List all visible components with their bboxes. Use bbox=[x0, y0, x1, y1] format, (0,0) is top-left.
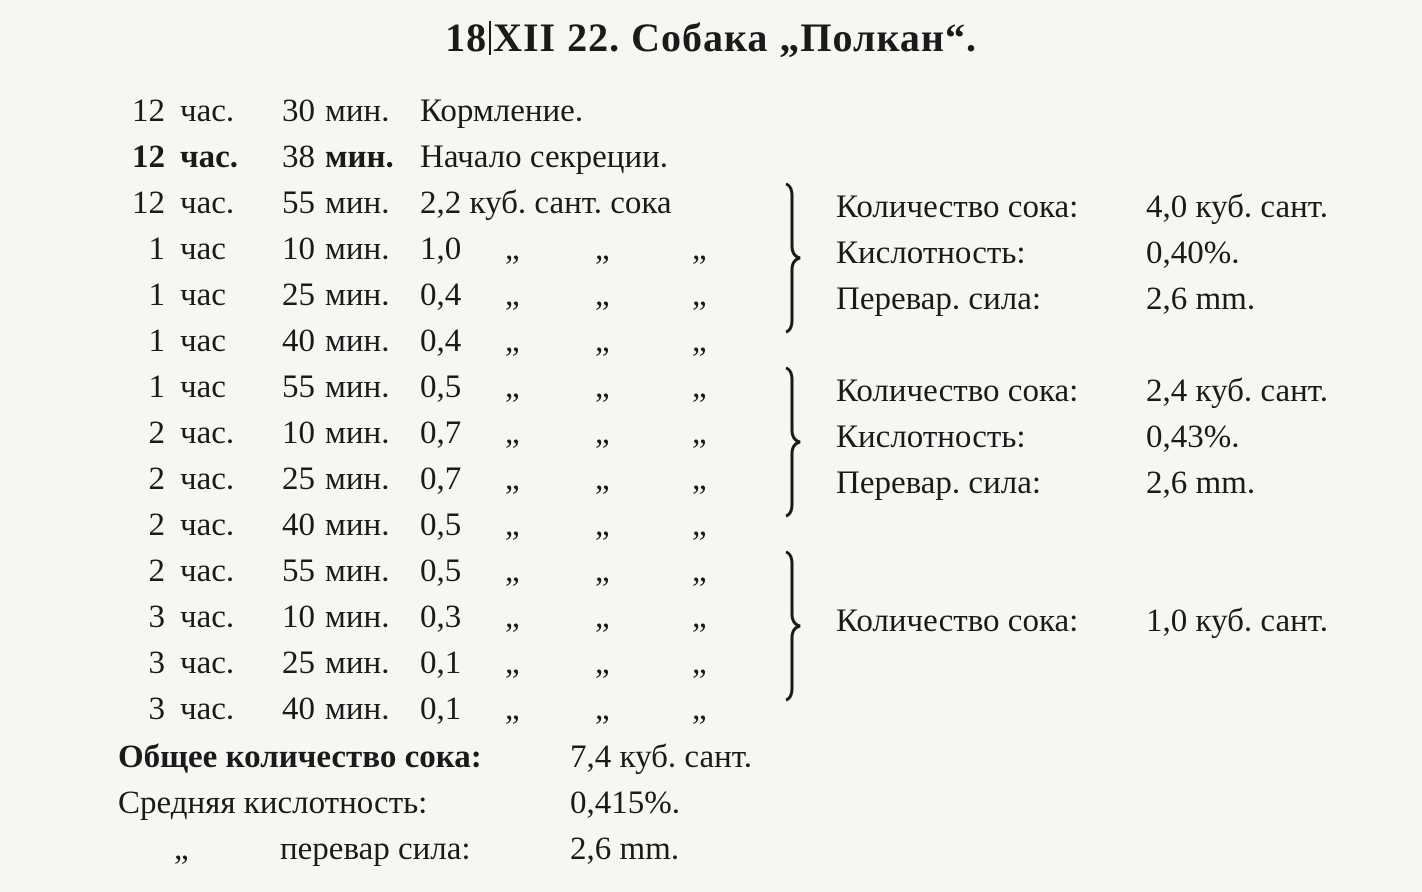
group-summary-1 bbox=[836, 184, 1396, 324]
minute: 10 bbox=[282, 599, 315, 635]
ditto-mark: „ bbox=[505, 415, 520, 451]
acidity-label: Кислотность: bbox=[836, 235, 1026, 271]
hour-unit: час. bbox=[180, 645, 235, 681]
minute: 40 bbox=[282, 507, 315, 543]
minute-unit: мин. bbox=[325, 93, 390, 129]
ditto-mark: „ bbox=[595, 645, 610, 681]
event-text: 2,2 куб. сант. сока bbox=[420, 185, 672, 221]
summary-acidity-line bbox=[836, 414, 1396, 460]
acidity-label: Кислотность: bbox=[836, 419, 1026, 455]
juice-amount: 0,1 bbox=[420, 645, 462, 681]
hour-unit: час. bbox=[180, 507, 235, 543]
minute-unit: мин. bbox=[325, 139, 394, 175]
juice-amount: 0,1 bbox=[420, 691, 462, 727]
juice-amount: 0,5 bbox=[420, 553, 462, 589]
amount-label: Количество сока: bbox=[836, 373, 1079, 409]
title-month: XII bbox=[493, 15, 557, 60]
summary-amount-line bbox=[836, 368, 1396, 414]
ditto-mark: „ bbox=[505, 553, 520, 589]
digest-label: Перевар. сила: bbox=[836, 465, 1042, 501]
group-bracket-3 bbox=[780, 550, 800, 702]
hour-unit: час. bbox=[180, 553, 235, 589]
total-amount-label: Общее количество сока: bbox=[118, 739, 482, 775]
ditto-mark: „ bbox=[692, 369, 707, 405]
ditto-mark: „ bbox=[505, 231, 520, 267]
hour: 2 bbox=[148, 415, 165, 451]
ditto-mark: „ bbox=[692, 507, 707, 543]
ditto-mark: „ bbox=[595, 369, 610, 405]
juice-amount: 0,5 bbox=[420, 507, 462, 543]
summary-digest-line bbox=[836, 276, 1396, 322]
title-subject: Собака „Полкан“. bbox=[631, 15, 977, 60]
amount-value: 1,0 куб. сант. bbox=[1146, 603, 1328, 639]
hour-unit: час bbox=[180, 277, 226, 313]
ditto-mark: „ bbox=[505, 369, 520, 405]
juice-amount: 0,5 bbox=[420, 369, 462, 405]
digest-value: 2,6 mm. bbox=[1146, 465, 1256, 501]
summary-amount-line bbox=[836, 184, 1396, 230]
hour-unit: час. bbox=[180, 185, 235, 221]
ditto-mark: „ bbox=[595, 691, 610, 727]
hour-unit: час. bbox=[180, 691, 235, 727]
title-year: 22. bbox=[567, 15, 621, 60]
minute: 25 bbox=[282, 645, 315, 681]
ditto-mark: „ bbox=[692, 691, 707, 727]
title-separator bbox=[489, 21, 491, 55]
ditto-mark: „ bbox=[595, 599, 610, 635]
amount-label: Количество сока: bbox=[836, 189, 1079, 225]
hour-unit: час. bbox=[180, 415, 235, 451]
juice-amount: 1,0 bbox=[420, 231, 462, 267]
hour: 2 bbox=[148, 507, 165, 543]
juice-amount: 0,7 bbox=[420, 415, 462, 451]
hour: 12 bbox=[132, 93, 165, 129]
ditto-mark: „ bbox=[595, 507, 610, 543]
summary-acidity-line bbox=[836, 230, 1396, 276]
hour: 3 bbox=[148, 691, 165, 727]
mean-digest-line bbox=[118, 826, 878, 872]
ditto-mark: „ bbox=[505, 599, 520, 635]
ditto-mark: „ bbox=[692, 231, 707, 267]
hour-unit: час bbox=[180, 323, 226, 359]
mean-acidity-value: 0,415%. bbox=[570, 785, 680, 821]
event-text: Кормление. bbox=[420, 93, 584, 129]
juice-amount: 0,7 bbox=[420, 461, 462, 497]
ditto-mark: „ bbox=[692, 461, 707, 497]
group-bracket-1 bbox=[780, 182, 800, 334]
minute-unit: мин. bbox=[325, 369, 390, 405]
juice-amount: 0,4 bbox=[420, 323, 462, 359]
hour: 1 bbox=[148, 277, 165, 313]
group-summary-2 bbox=[836, 368, 1396, 508]
hour: 3 bbox=[148, 599, 165, 635]
minute: 40 bbox=[282, 691, 315, 727]
minute-unit: мин. bbox=[325, 553, 390, 589]
ditto-mark: „ bbox=[505, 461, 520, 497]
minute-unit: мин. bbox=[325, 645, 390, 681]
hour: 2 bbox=[148, 553, 165, 589]
juice-amount: 0,3 bbox=[420, 599, 462, 635]
minute: 25 bbox=[282, 277, 315, 313]
ditto-mark: „ bbox=[505, 277, 520, 313]
title-day: 18 bbox=[445, 15, 488, 60]
page-title bbox=[0, 14, 1422, 61]
hour: 1 bbox=[148, 231, 165, 267]
minute-unit: мин. bbox=[325, 415, 390, 451]
ditto-mark: „ bbox=[505, 691, 520, 727]
hour: 1 bbox=[148, 369, 165, 405]
hour: 1 bbox=[148, 323, 165, 359]
hour-unit: час. bbox=[180, 93, 235, 129]
mean-digest-label: перевар сила: bbox=[280, 831, 471, 867]
hour: 3 bbox=[148, 645, 165, 681]
minute-unit: мин. bbox=[325, 461, 390, 497]
ditto-mark: „ bbox=[505, 507, 520, 543]
mean-acidity-line bbox=[118, 780, 878, 826]
hour-unit: час. bbox=[180, 599, 235, 635]
minute: 30 bbox=[282, 93, 315, 129]
minute: 10 bbox=[282, 231, 315, 267]
hour: 12 bbox=[132, 185, 165, 221]
minute: 55 bbox=[282, 369, 315, 405]
ditto-mark: „ bbox=[505, 645, 520, 681]
mean-acidity-label: Средняя кислотность: bbox=[118, 785, 428, 821]
total-amount-value: 7,4 куб. сант. bbox=[570, 739, 752, 775]
ditto-mark: „ bbox=[595, 231, 610, 267]
ditto-mark: „ bbox=[595, 553, 610, 589]
ditto-mark: „ bbox=[595, 323, 610, 359]
hour-unit: час bbox=[180, 231, 226, 267]
ditto-mark: „ bbox=[692, 415, 707, 451]
ditto-mark: „ bbox=[692, 553, 707, 589]
acidity-value: 0,40%. bbox=[1146, 235, 1240, 271]
summary-digest-line bbox=[836, 460, 1396, 506]
ditto-mark: „ bbox=[692, 645, 707, 681]
ditto-mark: „ bbox=[692, 323, 707, 359]
mean-digest-value: 2,6 mm. bbox=[570, 831, 680, 867]
digest-value: 2,6 mm. bbox=[1146, 281, 1256, 317]
event-text: Начало секреции. bbox=[420, 139, 669, 175]
hour: 12 bbox=[132, 139, 165, 175]
hour-unit: час. bbox=[180, 461, 235, 497]
minute-unit: мин. bbox=[325, 323, 390, 359]
minute-unit: мин. bbox=[325, 231, 390, 267]
minute-unit: мин. bbox=[325, 185, 390, 221]
ditto-mark: „ bbox=[692, 277, 707, 313]
hour-unit: час. bbox=[180, 139, 239, 175]
ditto-mark: „ bbox=[174, 831, 189, 867]
juice-amount: 0,4 bbox=[420, 277, 462, 313]
amount-value: 4,0 куб. сант. bbox=[1146, 189, 1328, 225]
minute: 55 bbox=[282, 553, 315, 589]
minute-unit: мин. bbox=[325, 277, 390, 313]
minute: 40 bbox=[282, 323, 315, 359]
minute: 55 bbox=[282, 185, 315, 221]
ditto-mark: „ bbox=[692, 599, 707, 635]
total-amount-line bbox=[118, 734, 878, 780]
ditto-mark: „ bbox=[595, 277, 610, 313]
digest-label: Перевар. сила: bbox=[836, 281, 1042, 317]
amount-value: 2,4 куб. сант. bbox=[1146, 373, 1328, 409]
minute-unit: мин. bbox=[325, 599, 390, 635]
group-bracket-2 bbox=[780, 366, 800, 518]
acidity-value: 0,43%. bbox=[1146, 419, 1240, 455]
minute: 38 bbox=[282, 139, 315, 175]
ditto-mark: „ bbox=[505, 323, 520, 359]
ditto-mark: „ bbox=[595, 415, 610, 451]
summary-amount-line bbox=[836, 598, 1396, 644]
minute-unit: мин. bbox=[325, 691, 390, 727]
minute: 10 bbox=[282, 415, 315, 451]
minute: 25 bbox=[282, 461, 315, 497]
hour: 2 bbox=[148, 461, 165, 497]
group-summary-3 bbox=[836, 598, 1396, 644]
amount-label: Количество сока: bbox=[836, 603, 1079, 639]
minute-unit: мин. bbox=[325, 507, 390, 543]
ditto-mark: „ bbox=[595, 461, 610, 497]
hour-unit: час bbox=[180, 369, 226, 405]
